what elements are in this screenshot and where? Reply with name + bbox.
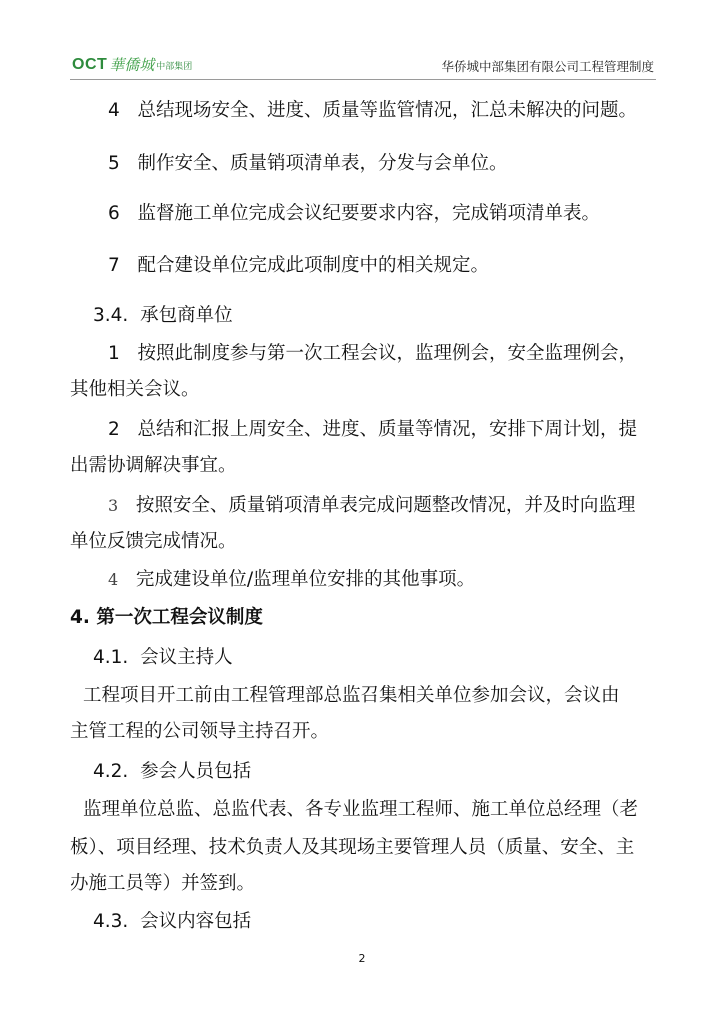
header-divider bbox=[70, 79, 656, 80]
company-logo bbox=[72, 54, 192, 75]
list-item bbox=[108, 568, 475, 592]
item-text: 按照安全、质量销项清单表完成问题整改情况，并及时向监理 bbox=[135, 495, 636, 516]
paragraph-line: 主管工程的公司领导主持召开。 bbox=[70, 721, 330, 742]
section-number: 4.3. bbox=[93, 911, 129, 932]
item-number: 7 bbox=[108, 255, 120, 276]
paragraph-line: 办施工员等）并签到。 bbox=[70, 873, 256, 894]
item-text: 监督施工单位完成会议纪要要求内容，完成销项清单表。 bbox=[137, 203, 600, 224]
section-title: 参会人员包括 bbox=[140, 761, 252, 782]
section-number: 4.2. bbox=[93, 761, 129, 782]
section-title: 会议内容包括 bbox=[140, 911, 252, 932]
item-continuation: 其他相关会议。 bbox=[70, 379, 200, 400]
document-title: 华侨城中部集团有限公司工程管理制度 bbox=[441, 59, 654, 74]
item-text: 完成建设单位/监理单位安排的其他事项。 bbox=[135, 569, 476, 590]
section-heading-3-4 bbox=[93, 304, 233, 328]
list-item bbox=[108, 202, 600, 226]
list-item bbox=[108, 99, 637, 123]
logo-oct-text: OCT bbox=[72, 55, 108, 73]
chapter-heading-4: 4. 第一次工程会议制度 bbox=[70, 607, 263, 628]
item-text: 总结和汇报上周安全、进度、质量等情况，安排下周计划，提 bbox=[137, 419, 637, 440]
list-item bbox=[108, 152, 507, 176]
list-item bbox=[108, 418, 637, 442]
list-item bbox=[108, 254, 489, 278]
item-text: 按照此制度参与第一次工程会议，监理例会，安全监理例会， bbox=[137, 343, 637, 364]
logo-chinese-text: 華僑城 bbox=[109, 56, 155, 74]
list-item bbox=[108, 342, 637, 366]
section-heading-4-2 bbox=[93, 760, 251, 784]
item-number: 4 bbox=[108, 100, 120, 121]
paragraph-line: 监理单位总监、总监代表、各专业监理工程师、施工单位总经理（老 bbox=[83, 799, 639, 820]
item-number: 1 bbox=[108, 343, 120, 364]
page-header bbox=[0, 0, 724, 80]
page-number: 2 bbox=[358, 952, 366, 965]
section-number: 4.1. bbox=[93, 647, 129, 668]
paragraph-line: 板）、项目经理、技术负责人及其现场主要管理人员（质量、安全、主 bbox=[70, 837, 635, 858]
section-title: 会议主持人 bbox=[140, 647, 233, 668]
section-number: 3.4. bbox=[93, 305, 129, 326]
item-continuation: 出需协调解决事宜。 bbox=[70, 455, 237, 476]
item-number: 2 bbox=[108, 419, 120, 440]
list-item bbox=[108, 494, 635, 518]
item-text: 配合建设单位完成此项制度中的相关规定。 bbox=[137, 255, 489, 276]
section-heading-4-1 bbox=[93, 646, 233, 670]
item-number: 5 bbox=[108, 153, 120, 174]
item-text: 制作安全、质量销项清单表，分发与会单位。 bbox=[137, 153, 508, 174]
section-heading-4-3 bbox=[93, 910, 251, 934]
item-number: 4 bbox=[108, 570, 119, 589]
item-number: 6 bbox=[108, 203, 120, 224]
section-title: 承包商单位 bbox=[140, 305, 233, 326]
item-number: 3 bbox=[108, 496, 119, 515]
item-text: 总结现场安全、进度、质量等监管情况，汇总未解决的问题。 bbox=[137, 100, 637, 121]
item-continuation: 单位反馈完成情况。 bbox=[70, 531, 237, 552]
paragraph-line: 工程项目开工前由工程管理部总监召集相关单位参加会议，会议由 bbox=[83, 685, 620, 706]
logo-sub-text: 中部集团 bbox=[156, 62, 193, 72]
